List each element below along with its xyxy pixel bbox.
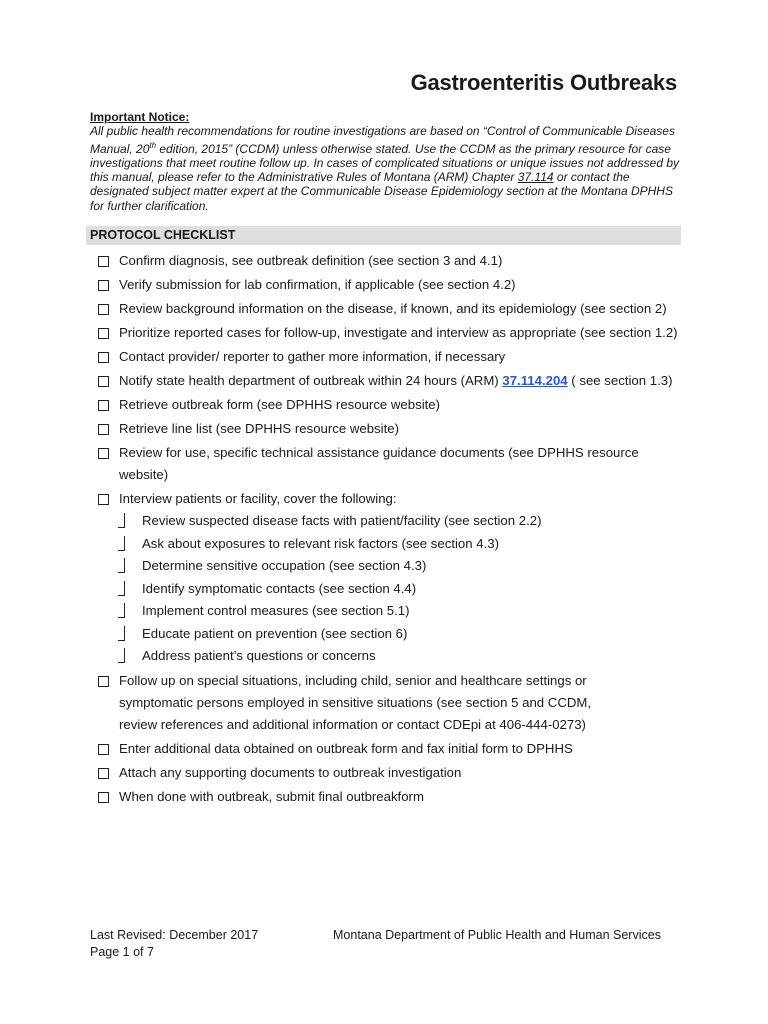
arm-chapter-link[interactable]: 37.114 <box>517 170 554 185</box>
arm-rule-link[interactable]: 37.114.204 <box>502 373 568 388</box>
subitem-bracket-icon[interactable] <box>118 513 125 528</box>
checklist-subitem <box>98 645 688 668</box>
subitem-label: Address patient’s questions or concerns <box>142 648 376 663</box>
notice-text-2: edition, 2015” (CCDM) unless otherwise stated. Use the CCDM as the primary resource for case investigations that meet routine follow up. In cases of complicated situations or unique issues not addressed by this manual, please refer to the Administrative Rules of Montana (ARM) Chapter <box>90 141 680 185</box>
last-revised: Last Revised: December 2017 <box>90 928 259 942</box>
checkbox[interactable] <box>98 744 109 755</box>
checkbox[interactable] <box>98 448 109 459</box>
checklist-subitem <box>98 578 688 601</box>
checklist-item <box>98 250 688 272</box>
checklist-item <box>98 670 599 736</box>
checkbox[interactable] <box>98 280 109 291</box>
notice-superscript: th <box>149 140 157 150</box>
checkbox[interactable] <box>98 376 109 387</box>
checklist-item <box>98 418 688 440</box>
checklist-item-label: Interview patients or facility, cover the following: <box>119 491 397 506</box>
checklist-subitem <box>98 600 688 623</box>
checklist-subitem <box>98 510 688 533</box>
checklist-item-label: Confirm diagnosis, see outbreak definition (see section 3 and 4.1) <box>119 253 503 268</box>
checkbox[interactable] <box>98 792 109 803</box>
footer-department: Montana Department of Public Health and Human Services <box>333 928 661 942</box>
notice-body <box>90 124 679 212</box>
checklist-item-label: When done with outbreak, submit final outbreakform <box>119 788 424 804</box>
checklist-subitem <box>98 533 688 556</box>
checklist-item-label: Review for use, specific technical assistance guidance documents (see DPHHS resource website) <box>119 445 639 482</box>
notice-heading: Important Notice: <box>90 110 190 124</box>
checklist-item <box>98 762 688 784</box>
checklist-item <box>98 488 688 510</box>
checklist-item-label: Prioritize reported cases for follow-up, investigate and interview as appropriate (see section 1.2) <box>119 325 678 340</box>
notice-text-3: or contact the designated subject matter expert at the Communicable Disease Epidemiology section at the Montana DPHHS for further clarification. <box>90 170 673 213</box>
checkbox[interactable] <box>98 328 109 339</box>
checklist-item <box>98 442 688 486</box>
checkbox[interactable] <box>98 768 109 779</box>
subitem-label: Review suspected disease facts with patient/facility (see section 2.2) <box>142 513 542 528</box>
subitem-label: Implement control measures (see section 5.1) <box>142 603 410 618</box>
checkbox[interactable] <box>98 400 109 411</box>
checkbox[interactable] <box>98 494 109 505</box>
checkbox[interactable] <box>98 256 109 267</box>
subitem-label: Identify symptomatic contacts (see section 4.4) <box>142 580 417 596</box>
subitem-bracket-icon[interactable] <box>118 603 125 618</box>
checklist-item <box>98 298 688 320</box>
checklist-item <box>98 738 688 760</box>
checkbox[interactable] <box>98 352 109 363</box>
notify-text: Notify state health department of outbreak within 24 hours (ARM) <box>119 373 503 388</box>
checklist-item-label: Contact provider/ reporter to gather more information, if necessary <box>119 349 506 364</box>
checkbox[interactable] <box>98 676 109 687</box>
page-number: Page 1 of 7 <box>90 945 154 959</box>
subitem-label: Educate patient on prevention (see section 6) <box>142 625 408 641</box>
protocol-checklist-header: PROTOCOL CHECKLIST <box>86 226 681 245</box>
checklist-item-label: Retrieve outbreak form (see DPHHS resource website) <box>119 397 441 412</box>
checklist-item-label: Review background information on the disease, if known, and its epidemiology (see section 2) <box>119 301 667 316</box>
checklist-item <box>98 394 688 416</box>
subitem-bracket-icon[interactable] <box>118 626 125 641</box>
important-notice <box>90 110 685 213</box>
page-title: Gastroenteritis Outbreaks <box>410 70 677 95</box>
subitem-bracket-icon[interactable] <box>118 581 125 596</box>
subitem-bracket-icon[interactable] <box>118 648 125 663</box>
subitem-label: Determine sensitive occupation (see section 4.3) <box>142 558 427 573</box>
notice-text-1: All public health recommendations for routine investigations are based on “Control of Communicable Diseases Manual, 20 <box>90 124 675 156</box>
checklist-item-label: Retrieve line list (see DPHHS resource website) <box>119 421 399 436</box>
checklist-item-label: Enter additional data obtained on outbreak form and fax initial form to DPHHS <box>119 740 573 756</box>
checklist-item-label: Attach any supporting documents to outbreak investigation <box>119 764 462 780</box>
checklist-item <box>98 346 688 368</box>
subitem-bracket-icon[interactable] <box>118 558 125 573</box>
checkbox[interactable] <box>98 304 109 315</box>
checklist-item-label: Verify submission for lab confirmation, if applicable (see section 4.2) <box>119 277 516 292</box>
checklist-item <box>98 322 688 344</box>
footer-left <box>90 927 258 961</box>
notify-text-after: ( see section 1.3) <box>567 373 673 388</box>
subitem-bracket-icon[interactable] <box>118 536 125 551</box>
subitem-label: Ask about exposures to relevant risk factors (see section 4.3) <box>142 535 499 551</box>
checklist-item-notify <box>98 370 688 392</box>
checklist-subitem <box>98 623 688 646</box>
checklist-subitem <box>98 555 688 578</box>
checkbox[interactable] <box>98 424 109 435</box>
checklist-item-label: Follow up on special situations, including child, senior and healthcare settings or symptomatic persons employed in sensitive situations (see section 5 and CCDM, review references and additional information or contact CDEpi at 406-444-0273) <box>119 672 592 732</box>
protocol-checklist <box>98 250 688 810</box>
checklist-item <box>98 274 688 296</box>
checklist-item <box>98 786 688 808</box>
